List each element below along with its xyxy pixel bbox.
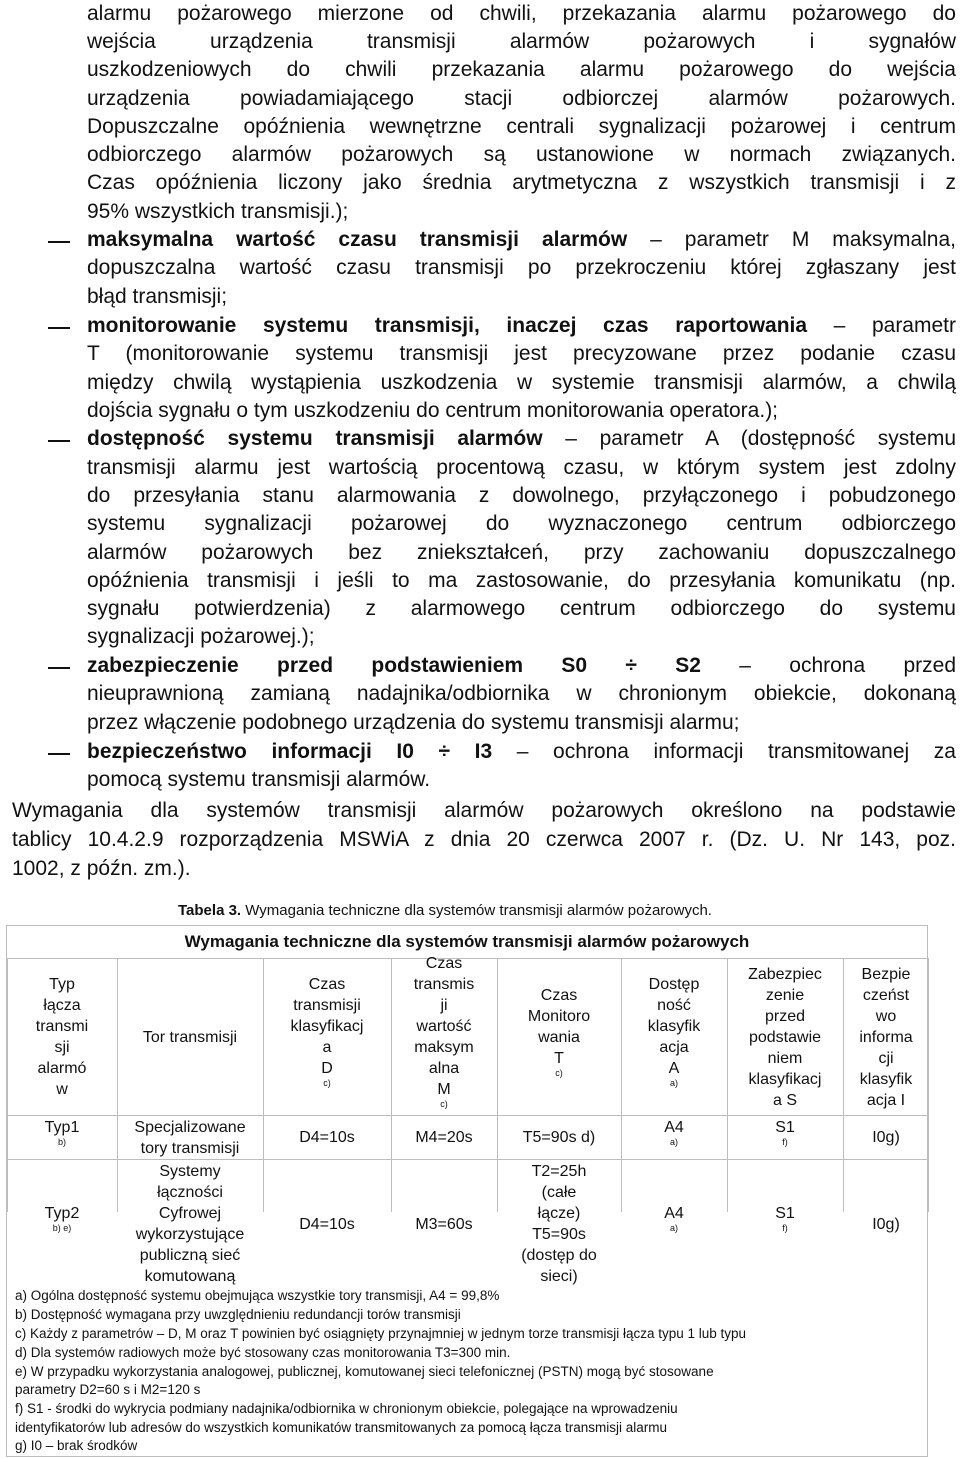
bullet-line: dojścia sygnału o tym uszkodzeniu do centrum monitorowania operatora.); (87, 399, 779, 422)
bullet-dash-icon (48, 667, 70, 669)
header-cell-monitoring-time: Czas Monitoro wania T $^{c)}$ (527, 986, 591, 1078)
footnote: a) Ogólna dostępność systemu obejmująca wszystkie tory transmisji, A4 = 99,8% (15, 1288, 500, 1303)
paragraph-line: urządzenia powiadamiającego stacji odbiorczej alarmów pożarowych. (87, 87, 956, 110)
bullet-text: – ochrona informacji transmitowanej za (492, 740, 956, 763)
bullet-text: – parametr A (dostępność systemu (542, 427, 956, 450)
header-cell-substitution: Zabezpiec zenie przed podstawie niem klasyfikacj a S (748, 965, 822, 1109)
footnote: e) W przypadku wykorzystania analogowej, publicznej, komutowanej sieci telefonicznej (PSTN) mogą być stosowane (15, 1364, 714, 1379)
bullet-line: do przesyłania stanu alarmowania z dowolnego, przyłączonego i pobudzonego (87, 484, 956, 507)
row2-track-cell: Systemy łączności Cyfrowej wykorzystujące publiczną sieć komutowaną (135, 1163, 245, 1285)
requirements-table (6, 925, 928, 1457)
bullet-first-line (87, 226, 956, 253)
footnote: b) Dostępność wymagana przy uwzględnieniu redundancji torów transmisji (15, 1307, 461, 1322)
paragraph-line: Dopuszczalne opóźnienia wewnętrzne centrali sygnalizacji pożarowej i centrum (87, 115, 956, 138)
bullet-text: – parametr (807, 314, 956, 337)
bullet-text: – parametr M maksymalna, (627, 228, 956, 251)
row2-i-cell: I0g) (872, 1215, 900, 1233)
table-title: Wymagania techniczne dla systemów transmisji alarmów pożarowych (184, 932, 750, 951)
row1-t-cell: T5=90s d) (522, 1129, 596, 1146)
row2-t-cell: T2=25h (całe łącze) T5=90s (dostęp do sieci) (521, 1163, 597, 1285)
bullet-line: alarmów pożarowych bez zniekształceń, przy zachowaniu dopuszczalnego (87, 541, 956, 564)
bullet-dash-icon (48, 241, 70, 243)
bullet-term: maksymalna wartość czasu transmisji alarmów (87, 228, 628, 251)
row1-a-cell: A4 $^{a)}$ (664, 1118, 684, 1147)
bullet-line: między chwilą wystąpienia uszkodzenia w systemie transmisji alarmów, a chwilą (87, 371, 956, 394)
bullet-dash-icon (48, 327, 70, 329)
row2-a-cell: A4 $^{a)}$ (664, 1205, 684, 1233)
bullet-first-line (87, 425, 956, 452)
header-cell-availability: Dostęp ność klasyfik acja A $^{a)}$ (647, 976, 701, 1088)
bullet-dash-icon (48, 753, 70, 755)
row2-s-cell: S1 $^{f)}$ (775, 1205, 795, 1233)
row1-m-cell: M4=20s (415, 1129, 473, 1146)
paragraph-line: Czas opóźnienia liczony jako średnia arytmetyczna z wszystkich transmisji i z (87, 171, 956, 194)
bullet-line: nieuprawnioną zamianą nadajnika/odbiornika w chronionym obiekcie, dokonaną (87, 682, 956, 705)
row1-type-cell: Typ1 $^{b)}$ (44, 1118, 80, 1147)
closing-line: 1002, z późn. zm.). (12, 857, 191, 880)
bullet-line: przez włączenie podobnego urządzenia do systemu transmisji alarmu; (87, 711, 740, 734)
row2-m-cell: M3=60s (415, 1215, 473, 1233)
bullet-term: bezpieczeństwo informacji I0 ÷ I3 (87, 740, 493, 763)
bullet-dash-icon (48, 440, 70, 442)
row1-d-cell: D4=10s (299, 1129, 355, 1146)
bullet-line: transmisji alarmu jest wartością procentową czasu, w którym system jest zdolny (87, 456, 956, 479)
paragraph-line: odbiorczego alarmów pożarowych są ustanowione w normach związanych. (87, 143, 956, 166)
closing-line: tablicy 10.4.2.9 rozporządzenia MSWiA z dnia 20 czerwca 2007 r. (Dz. U. Nr 143, poz. (12, 828, 956, 851)
footnote: d) Dla systemów radiowych może być stosowany czas monitorowania T3=300 min. (15, 1345, 511, 1360)
paragraph-line: alarmu pożarowego mierzone od chwili, przekazania alarmu pożarowego do (87, 2, 956, 25)
table-caption-text: Wymagania techniczne dla systemów transmisji alarmów pożarowych. (241, 902, 712, 919)
footnote: identyfikatorów lub adresów do wszystkich komunikatów transmitowanych za pomocą łącza transmisji alarmu (15, 1420, 668, 1435)
bullet-term: dostępność systemu transmisji alarmów (87, 427, 543, 450)
header-cell-link-type: Typ łącza transmi sji alarmó w (35, 976, 89, 1098)
footnote: parametry D2=60 s i M2=120 s (15, 1382, 201, 1397)
row1-i-cell: I0g) (872, 1129, 900, 1146)
footnote: c) Każdy z parametrów – D, M oraz T powinien być osiągnięty przynajmniej w jednym torze transmisji łącza typu 1 lub typu (15, 1326, 747, 1341)
row2-d-cell: D4=10s (299, 1215, 355, 1233)
bullet-first-line (87, 738, 956, 765)
bullet-line: sygnału potwierdzenia) z alarmowego centrum odbiorczego do systemu (87, 597, 956, 620)
bullet-line: pomocą systemu transmisji alarmów. (87, 768, 431, 791)
paragraph-line: wejścia urządzenia transmisji alarmów pożarowych i sygnałów (87, 30, 956, 53)
bullet-term: monitorowanie systemu transmisji, inaczej czas raportowania (87, 314, 808, 337)
table-caption-label: Tabela 3. (178, 902, 242, 919)
paragraph-line: 95% wszystkich transmisji.); (87, 200, 349, 223)
header-cell-max-time: Czas transmis ji wartość maksym alna M $^{c)}$ (413, 955, 475, 1109)
header-cell-transmission-time: Czas transmisji klasyfikacj a D $^{c)}$ (290, 976, 364, 1088)
bullet-line: systemu sygnalizacji pożarowej do wyznaczonego centrum odbiorczego (87, 512, 956, 535)
bullet-text: – ochrona przed (700, 654, 956, 677)
bullet-line: opóźnienia transmisji i jeśli to ma zastosowanie, do przesyłania komunikatu (np. (87, 569, 956, 592)
bullet-first-line (87, 652, 956, 679)
paragraph-line: uszkodzeniowych do chwili przekazania alarmu pożarowego do wejścia (87, 58, 956, 81)
footnote: g) I0 – brak środków (15, 1438, 138, 1453)
bullet-line: dopuszczalna wartość czasu transmisji po przekroczeniu której zgłaszany jest (87, 256, 956, 279)
footnote: f) S1 - środki do wykrycia podmiany nadajnika/odbiornika w chronionym obiekcie, polegające na wprowadzeniu (15, 1401, 678, 1416)
row1-s-cell: S1 $^{f)}$ (775, 1118, 795, 1147)
header-cell-information-security: Bezpie czeńst wo informa cji klasyfik acja I (859, 965, 913, 1109)
closing-line: Wymagania dla systemów transmisji alarmów pożarowych określono na podstawie (12, 799, 956, 822)
row1-track-cell: Specjalizowane tory transmisji (134, 1118, 246, 1157)
bullet-line: błąd transmisji; (87, 285, 228, 308)
bullet-term: zabezpieczenie przed podstawieniem S0 ÷ S2 (87, 654, 701, 677)
table-caption (178, 902, 712, 919)
bullet-line: T (monitorowanie systemu transmisji jest precyzowane przez podanie czasu (87, 342, 956, 365)
header-cell-track: Tor transmisji (142, 1028, 238, 1046)
bullet-first-line (87, 312, 956, 339)
bullet-line: sygnalizacji pożarowej.); (87, 625, 315, 648)
row2-type-cell: Typ2 $^{b) e)}$ (44, 1205, 80, 1233)
